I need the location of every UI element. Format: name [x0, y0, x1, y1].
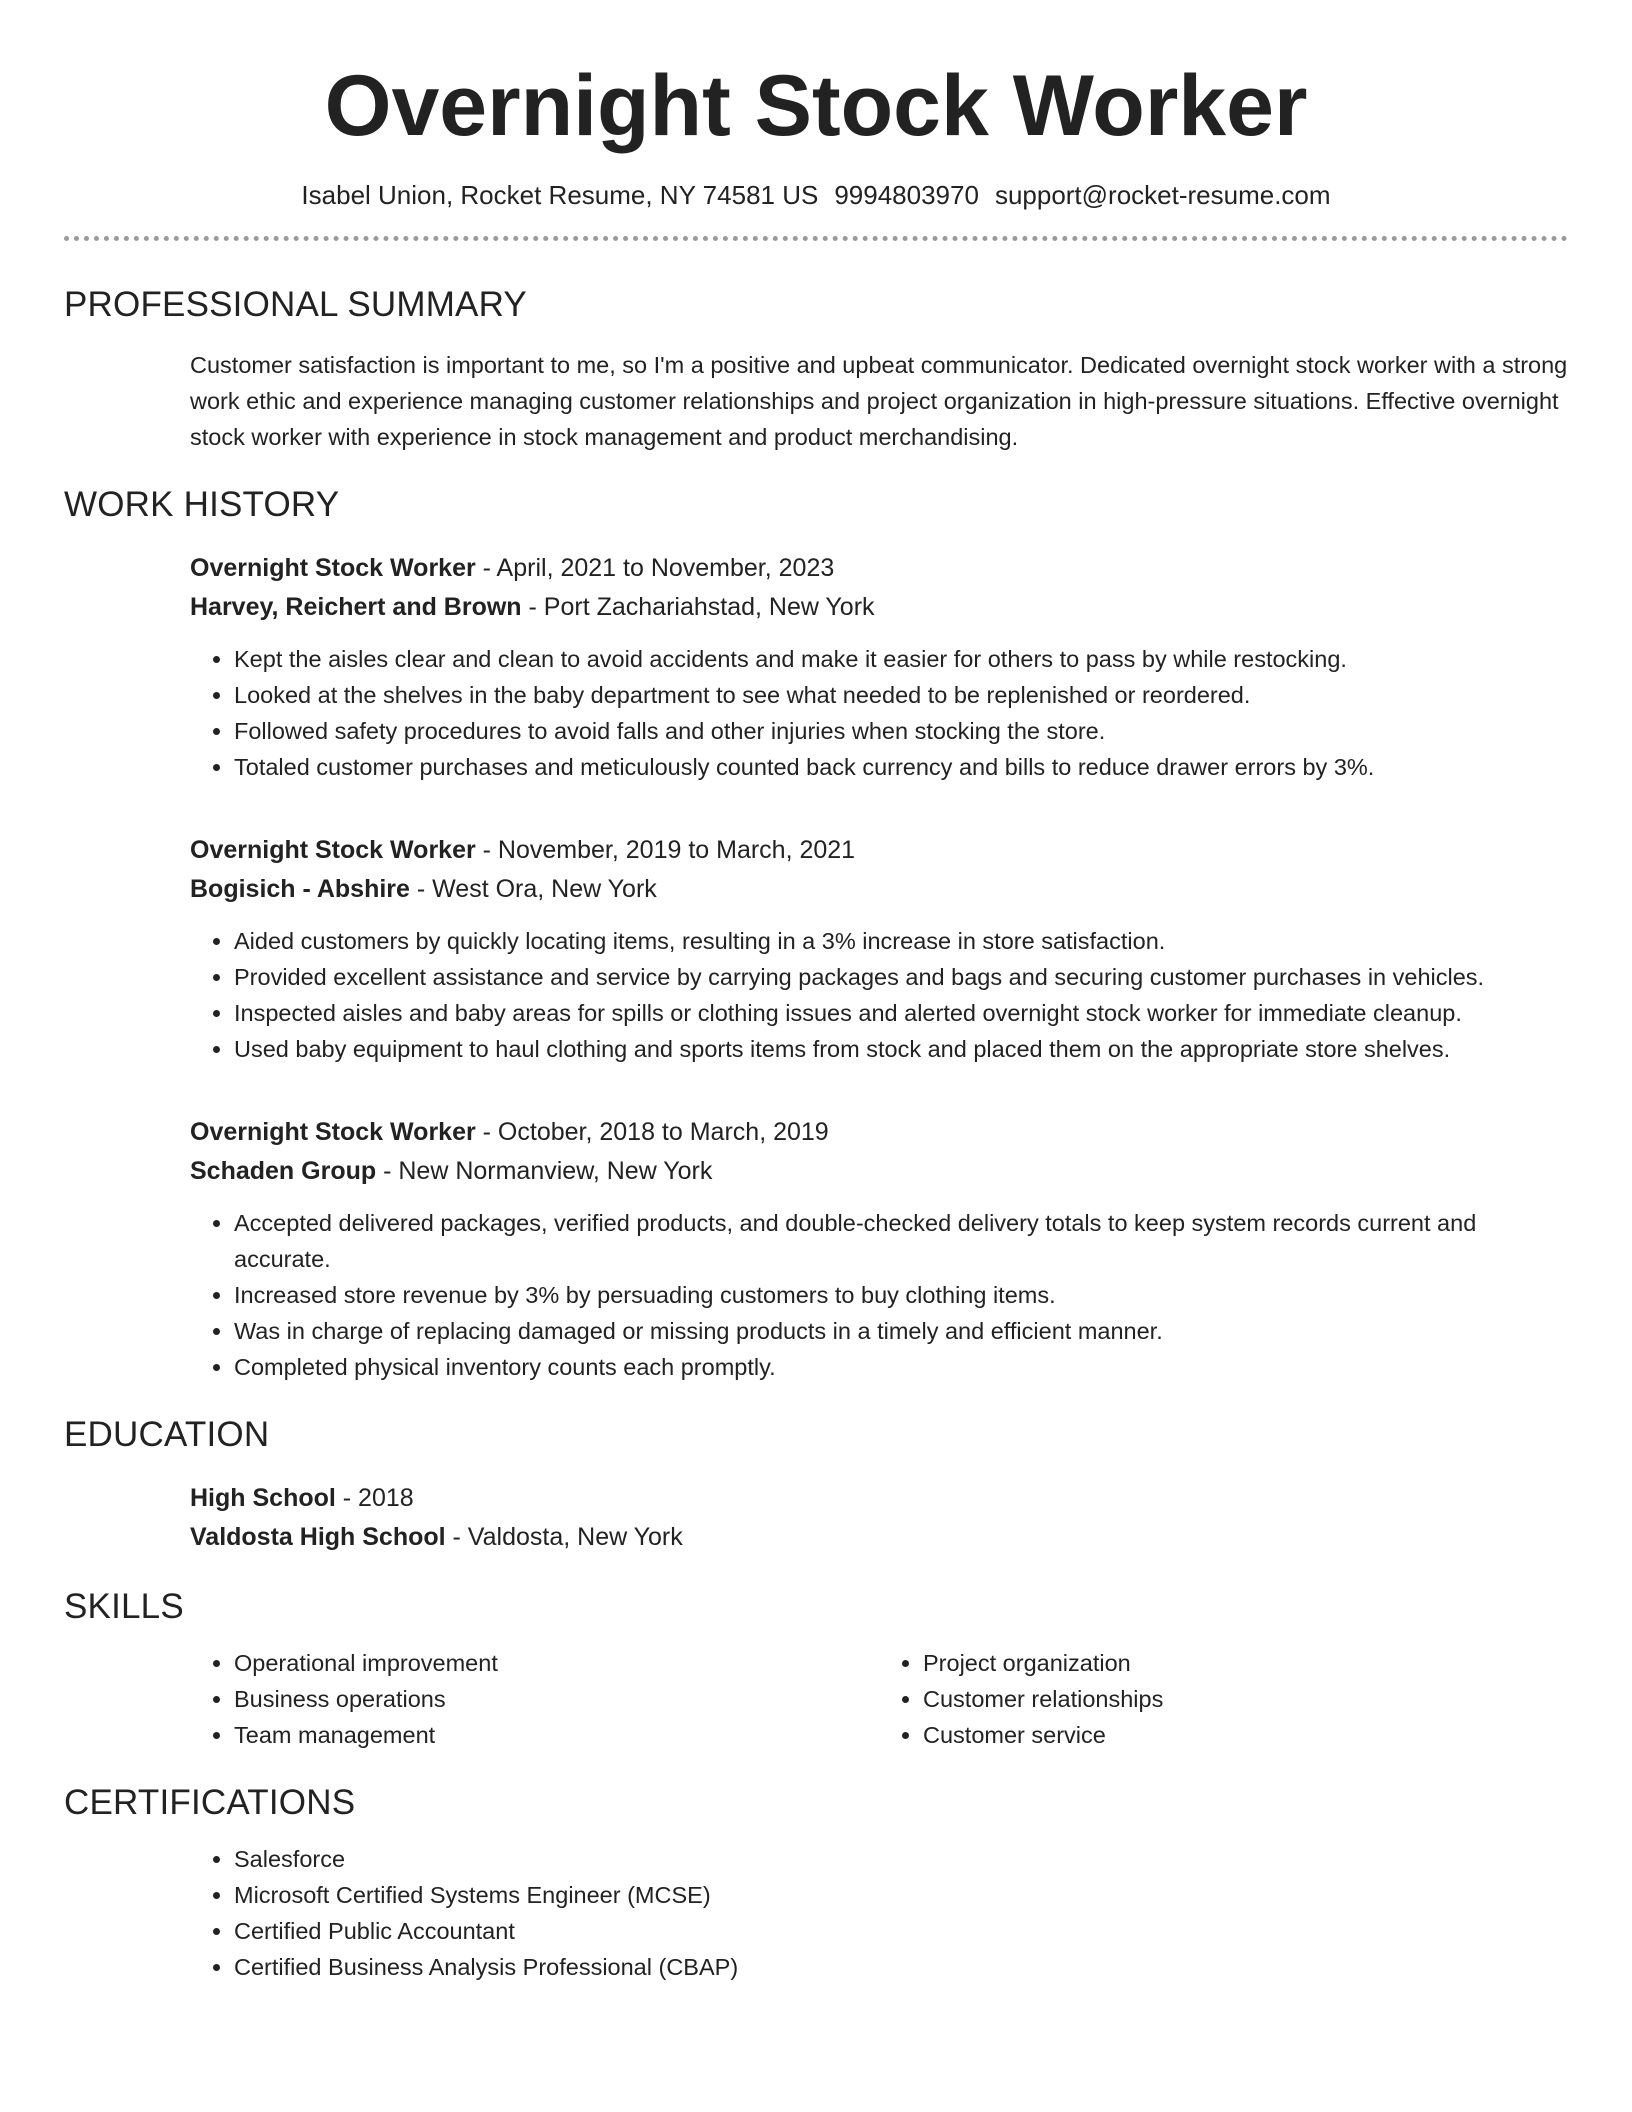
work-history-heading: WORK HISTORY: [64, 485, 340, 524]
certifications-body: [190, 1841, 1568, 1985]
list-item: • Accepted delivered packages, verified products, and double-checked delivery totals to keep system records current and accurate.: [234, 1205, 1568, 1277]
summary-text: Customer satisfaction is important to me, so I'm a positive and upbeat communicator. Dedicated overnight stock worker with a strong work ethic and experience managing customer relationships and project organization in high-pressure situations. Effective overnight stock worker with experience in stock management and product merchandising.: [190, 352, 1568, 450]
list-item: • Inspected aisles and baby areas for spills or clothing issues and alerted overnight stock worker for immediate cleanup.: [234, 995, 1568, 1031]
skills-section: [64, 1585, 1568, 1753]
education-location: - Valdosta, New York: [445, 1523, 683, 1551]
certifications-list: [190, 1841, 1568, 1985]
job-entry: [190, 831, 1568, 1067]
list-item: • Aided customers by quickly locating items, resulting in a 3% increase in store satisfaction.: [234, 923, 1568, 959]
job-bullets: [190, 923, 1568, 1067]
skills-heading: SKILLS: [64, 1587, 184, 1626]
skills-list-right: [879, 1645, 1568, 1753]
job-role: Overnight Stock Worker: [190, 554, 476, 582]
job-bullets: [190, 641, 1568, 785]
job-company: Schaden Group: [190, 1157, 377, 1185]
list-item: • Team management: [234, 1717, 879, 1753]
education-degree: High School: [190, 1484, 336, 1512]
list-item: • Was in charge of replacing damaged or missing products in a timely and efficient manner.: [234, 1313, 1568, 1349]
education-school: Valdosta High School: [190, 1523, 446, 1551]
job-location: - Port Zachariahstad, New York: [521, 593, 875, 621]
list-item: • Totaled customer purchases and meticulously counted back currency and bills to reduce drawer errors by 3%.: [234, 749, 1568, 785]
summary-section: [64, 283, 1568, 455]
job-title-line: [190, 1113, 1568, 1152]
resume-name: Overnight Stock Worker: [324, 58, 1308, 154]
education-school-line: [190, 1518, 1568, 1557]
resume-page: [64, 0, 1568, 1985]
list-item: • Customer relationships: [923, 1681, 1568, 1717]
job-company: Bogisich - Abshire: [190, 875, 410, 903]
contact-phone: 9994803970: [834, 180, 979, 210]
contact-address: Isabel Union, Rocket Resume, NY 74581 US: [301, 180, 819, 210]
job-dates: - October, 2018 to March, 2019: [475, 1118, 829, 1146]
job-bullets: [190, 1205, 1568, 1385]
job-role: Overnight Stock Worker: [190, 1118, 476, 1146]
list-item: • Project organization: [923, 1645, 1568, 1681]
list-item: • Certified Public Accountant: [234, 1913, 1568, 1949]
list-item: • Business operations: [234, 1681, 879, 1717]
list-item: • Operational improvement: [234, 1645, 879, 1681]
job-dates: - April, 2021 to November, 2023: [475, 554, 835, 582]
job-role: Overnight Stock Worker: [190, 836, 476, 864]
job-company: Harvey, Reichert and Brown: [190, 593, 522, 621]
education-section: [64, 1413, 1568, 1557]
list-item: • Customer service: [923, 1717, 1568, 1753]
job-entry: [190, 1113, 1568, 1385]
education-degree-line: [190, 1479, 1568, 1518]
education-year: - 2018: [335, 1484, 414, 1512]
job-company-line: [190, 1152, 1568, 1191]
job-location: - West Ora, New York: [409, 875, 657, 903]
list-item: • Microsoft Certified Systems Engineer (MCSE): [234, 1877, 1568, 1913]
list-item: • Followed safety procedures to avoid falls and other injuries when stocking the store.: [234, 713, 1568, 749]
education-heading: EDUCATION: [64, 1415, 270, 1454]
summary-heading: PROFESSIONAL SUMMARY: [64, 285, 527, 324]
list-item: • Looked at the shelves in the baby department to see what needed to be replenished or reordered.: [234, 677, 1568, 713]
job-company-line: [190, 870, 1568, 909]
job-entry: [190, 549, 1568, 785]
job-company-line: [190, 588, 1568, 627]
contact-line: [64, 178, 1568, 212]
list-item: • Certified Business Analysis Professional (CBAP): [234, 1949, 1568, 1985]
education-entry: [190, 1479, 1568, 1557]
skills-list-left: [190, 1645, 879, 1753]
certifications-section: [64, 1781, 1568, 1985]
header-divider: [64, 236, 1568, 241]
list-item: • Salesforce: [234, 1841, 1568, 1877]
work-history-section: [64, 483, 1568, 1385]
job-title-line: [190, 831, 1568, 870]
list-item: • Completed physical inventory counts each promptly.: [234, 1349, 1568, 1385]
job-location: - New Normanview, New York: [376, 1157, 713, 1185]
list-item: • Provided excellent assistance and service by carrying packages and bags and securing customer purchases in vehicles.: [234, 959, 1568, 995]
skills-grid: [190, 1645, 1568, 1753]
contact-email: support@rocket-resume.com: [994, 180, 1331, 210]
job-title-line: [190, 549, 1568, 588]
certifications-heading: CERTIFICATIONS: [64, 1783, 356, 1822]
list-item: • Kept the aisles clear and clean to avoid accidents and make it easier for others to pass by while restocking.: [234, 641, 1568, 677]
list-item: • Increased store revenue by 3% by persuading customers to buy clothing items.: [234, 1277, 1568, 1313]
job-dates: - November, 2019 to March, 2021: [475, 836, 856, 864]
list-item: • Used baby equipment to haul clothing and sports items from stock and placed them on the appropriate store shelves.: [234, 1031, 1568, 1067]
